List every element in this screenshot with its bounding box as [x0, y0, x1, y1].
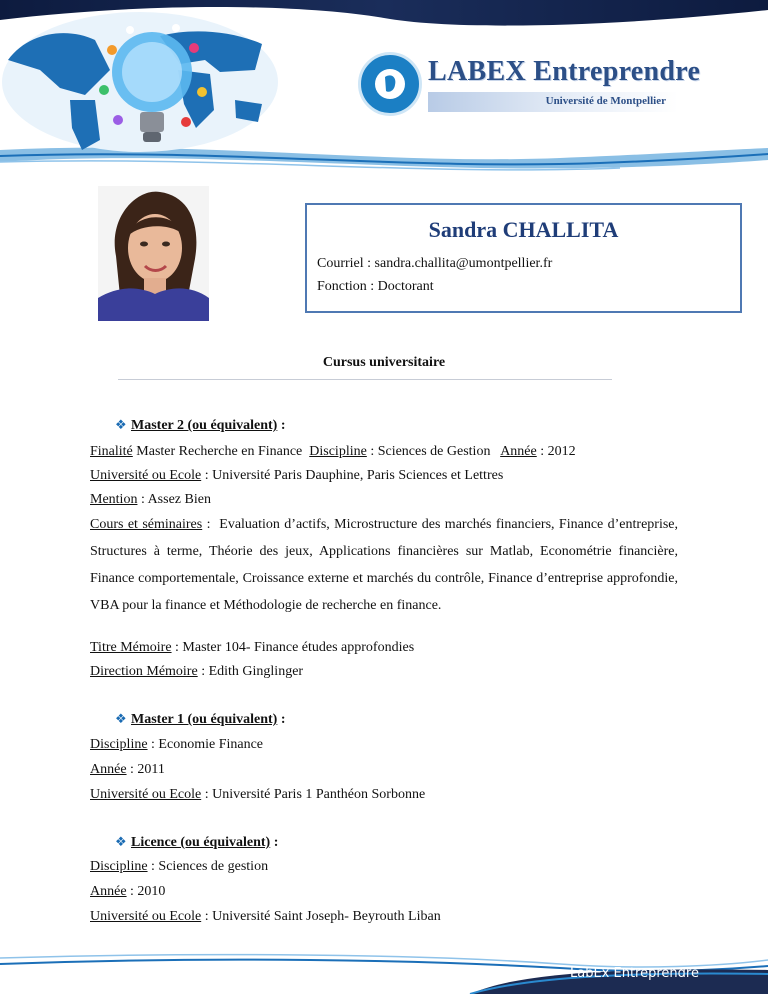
- master2-univ-line: [90, 468, 503, 484]
- profile-photo: [98, 186, 209, 321]
- fonction-value: Doctorant: [377, 279, 434, 294]
- licence-heading-colon: :: [270, 835, 279, 850]
- annee-value: : 2012: [536, 444, 576, 459]
- master2-heading-text: Master 2 (ou équivalent): [131, 418, 278, 433]
- discipline-label: Discipline: [90, 737, 148, 752]
- identity-box: [305, 203, 742, 313]
- master2-direction-line: [90, 664, 303, 680]
- licence-discipline-line: [90, 859, 268, 875]
- labex-logo: [358, 48, 701, 128]
- diamond-bullet-icon: ❖: [115, 834, 127, 849]
- world-map-bulb-image: [0, 0, 280, 160]
- cours-value: : Evaluation d’actifs, Microstructure des marchés financiers, Finance d’entreprise, Structures à terme, Théorie des jeux, Applications financières sur Matlab, Econométrie financière, Finance comportementale, Croissance externe et marchés du contrôle, Finance d’entreprise approfondie, VBA pour la finance et Méthodologie de recherche en finance.: [90, 517, 682, 613]
- annee-label: Année: [500, 444, 537, 459]
- finalite-value: Master Recherche en Finance: [132, 444, 310, 459]
- finalite-label: Finalité: [90, 444, 133, 459]
- univ-value: : Université Paris 1 Panthéon Sorbonne: [201, 787, 426, 802]
- person-name: Sandra CHALLITA: [428, 217, 619, 242]
- licence-heading-text: Licence (ou équivalent): [131, 835, 271, 850]
- direction-value: : Edith Ginglinger: [197, 664, 304, 679]
- master2-heading: [115, 417, 286, 434]
- discipline-label: Discipline: [90, 859, 148, 874]
- annee-value: : 2011: [126, 762, 165, 777]
- master2-titre-line: [90, 640, 414, 656]
- section-title: Cursus universitaire: [322, 355, 446, 370]
- mention-label: Mention: [90, 492, 138, 507]
- discipline-value: : Economie Finance: [147, 737, 264, 752]
- master1-heading-text: Master 1 (ou équivalent): [131, 712, 278, 727]
- master2-mention-line: [90, 492, 211, 508]
- courriel-email-link[interactable]: sandra.challita@umontpellier.fr: [374, 256, 553, 271]
- master2-heading-colon: :: [277, 418, 286, 433]
- courriel-label: Courriel :: [317, 256, 375, 271]
- discipline-value: : Sciences de gestion: [147, 859, 269, 874]
- master1-heading: [115, 711, 286, 728]
- fonction-line: [317, 279, 434, 295]
- labex-brand-title: LABEX Entreprendre: [428, 56, 701, 87]
- investissements-avenir-seal-icon: [358, 52, 422, 116]
- annee-value: : 2010: [126, 884, 166, 899]
- courriel-line: [317, 256, 552, 272]
- brand-sub-bar: [428, 92, 678, 112]
- direction-label: Direction Mémoire: [90, 664, 198, 679]
- diamond-bullet-icon: ❖: [115, 711, 127, 726]
- annee-label: Année: [90, 884, 127, 899]
- fonction-label: Fonction :: [317, 279, 378, 294]
- licence-heading: [115, 834, 278, 851]
- mention-value: : Assez Bien: [137, 492, 211, 507]
- section-divider: [118, 379, 612, 380]
- diamond-bullet-icon: ❖: [115, 417, 127, 432]
- discipline-value: : Sciences de Gestion: [366, 444, 501, 459]
- titre-label: Titre Mémoire: [90, 640, 172, 655]
- discipline-label: Discipline: [309, 444, 367, 459]
- master1-annee-line: [90, 762, 165, 778]
- master1-discipline-line: [90, 737, 263, 753]
- univ-value: : Université Saint Joseph- Beyrouth Liban: [201, 909, 441, 924]
- univ-label: Université ou Ecole: [90, 787, 202, 802]
- annee-label: Année: [90, 762, 127, 777]
- master2-cours-paragraph: [90, 511, 682, 619]
- licence-univ-line: [90, 909, 441, 925]
- licence-annee-line: [90, 884, 165, 900]
- master2-finalite-line: [90, 444, 576, 460]
- university-label: Université de Montpellier: [545, 95, 666, 107]
- univ-label: Université ou Ecole: [90, 468, 202, 483]
- master1-univ-line: [90, 787, 425, 803]
- univ-label: Université ou Ecole: [90, 909, 202, 924]
- cours-label: Cours et séminaires: [90, 517, 203, 532]
- titre-value: : Master 104- Finance études approfondies: [171, 640, 415, 655]
- master1-heading-colon: :: [277, 712, 286, 727]
- footer-brand: LabEx Entreprendre: [570, 966, 699, 981]
- univ-value: : Université Paris Dauphine, Paris Sciences et Lettres: [201, 468, 504, 483]
